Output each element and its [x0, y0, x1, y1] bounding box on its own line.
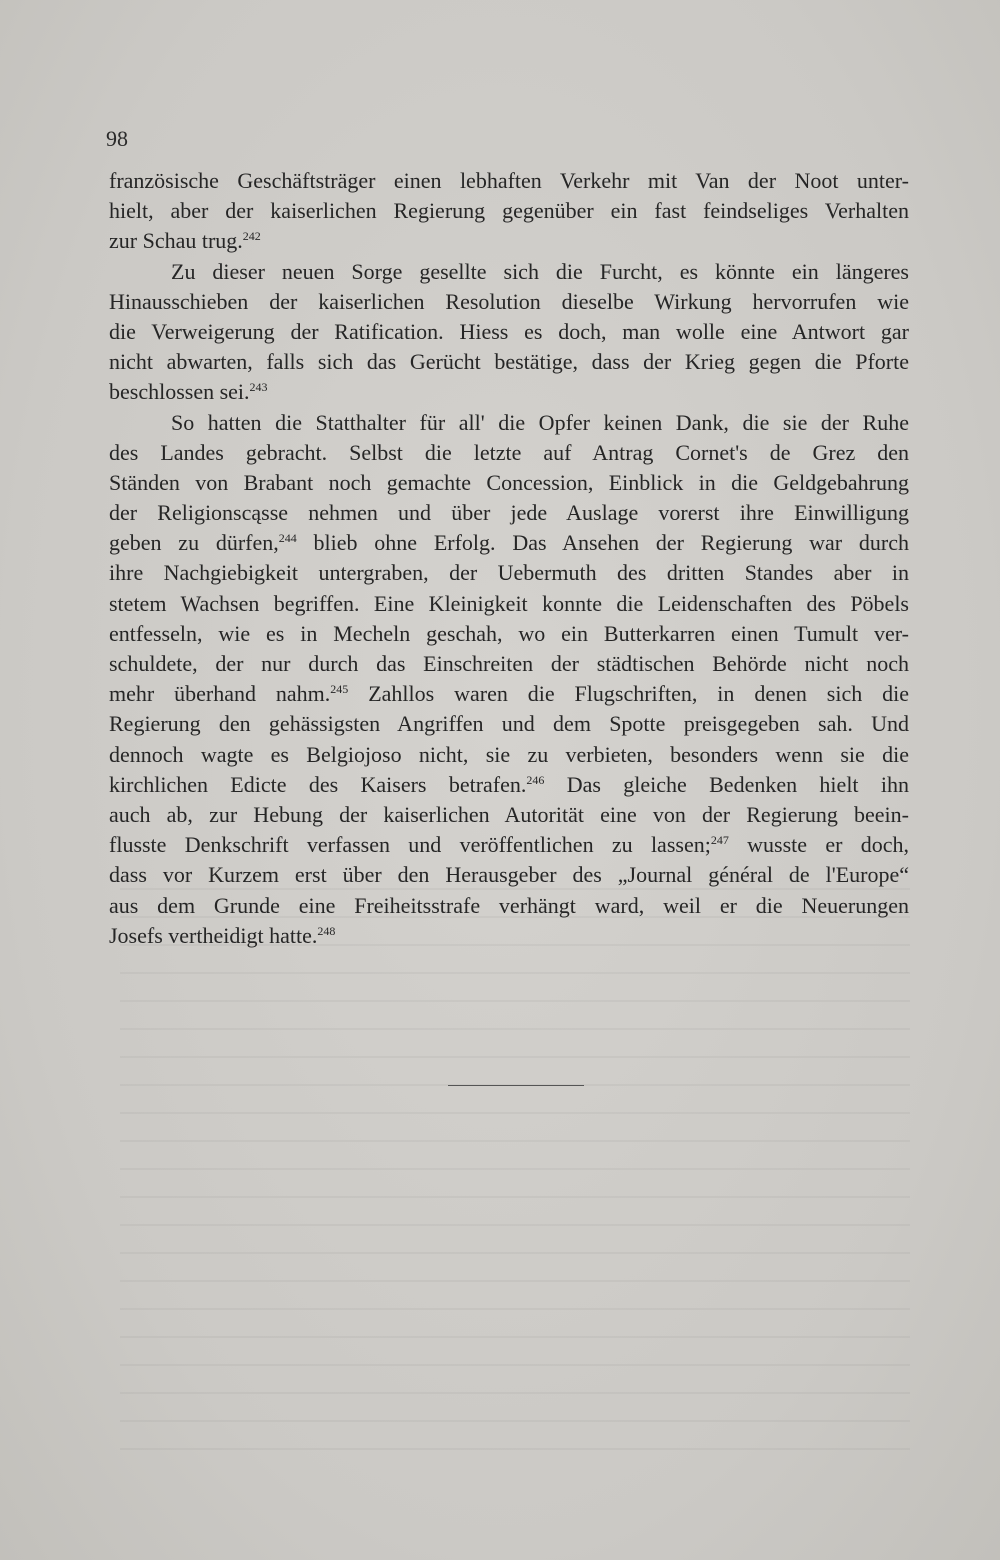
text-line	[109, 226, 909, 256]
text-line	[109, 558, 909, 588]
paragraph	[109, 408, 909, 951]
text-line	[109, 770, 909, 800]
footnote-reference: 243	[249, 380, 268, 395]
text-line	[109, 257, 909, 287]
paragraph	[109, 166, 909, 257]
footnote-reference: 242	[242, 229, 261, 244]
text-line	[109, 287, 909, 317]
text-line	[109, 528, 909, 558]
footnote-reference: 247	[710, 833, 729, 848]
text-line	[109, 921, 909, 951]
line-text: stetem Wachsen begriffen. Eine Kleinigkeit konnte die Leidenschaften des Pöbels	[109, 590, 909, 616]
line-text: aus dem Grunde eine Freiheitsstrafe verhängt ward, weil er die Neuerungen	[109, 892, 909, 918]
line-text: ihre Nachgiebigkeit untergraben, der Uebermuth des dritten Standes aber in	[109, 560, 909, 586]
line-text: Josefs vertheidigt hatte.	[109, 922, 318, 948]
line-text-continuation: Das gleiche Bedenken hielt ihn	[544, 771, 909, 797]
line-text: flusste Denkschrift verfassen und veröffentlichen zu lassen;	[109, 832, 711, 858]
line-text: zur Schau trug.	[109, 228, 243, 254]
line-text: dass vor Kurzem erst über den Herausgeber des „Journal général de l'Europe“	[109, 862, 909, 888]
text-line	[109, 800, 909, 830]
text-line	[109, 377, 909, 407]
text-line	[109, 709, 909, 739]
text-line	[109, 830, 909, 860]
line-text: Hinausschieben der kaiserlichen Resolution dieselbe Wirkung hervorrufen wie	[109, 288, 909, 314]
footnote-reference: 245	[330, 682, 349, 697]
page-number: 98	[106, 126, 128, 151]
line-text: entfesseln, wie es in Mecheln geschah, wo ein Butterkarren einen Tumult ver-	[109, 620, 909, 646]
line-text: hielt, aber der kaiserlichen Regierung gegenüber ein fast feindseliges Verhalten	[109, 198, 909, 224]
section-divider-rule	[448, 1085, 584, 1086]
text-line	[109, 438, 909, 468]
text-line	[109, 468, 909, 498]
line-text-continuation: wusste er doch,	[728, 832, 909, 858]
line-text: So hatten die Statthalter für all' die Opfer keinen Dank, die sie der Ruhe	[171, 409, 909, 435]
show-through-from-reverse	[120, 870, 910, 1460]
paragraph	[109, 257, 909, 408]
text-line	[109, 740, 909, 770]
line-text: auch ab, zur Hebung der kaiserlichen Autorität eine von der Regierung beein-	[109, 801, 909, 827]
line-text: französische Geschäftsträger einen lebhaften Verkehr mit Van der Noot unter-	[109, 168, 909, 193]
line-text: die Verweigerung der Ratification. Hiess es doch, man wolle eine Antwort gar	[109, 318, 909, 344]
line-text: beschlossen sei.	[109, 379, 250, 405]
text-line	[109, 589, 909, 619]
text-line	[109, 891, 909, 921]
footnote-reference: 244	[278, 531, 297, 546]
line-text: des Landes gebracht. Selbst die letzte auf Antrag Cornet's de Grez den	[109, 439, 909, 465]
line-text-continuation: Zahllos waren die Flugschriften, in denen sich die	[348, 681, 910, 707]
line-text: schuldete, der nur durch das Einschreiten der städtischen Behörde nicht noch	[109, 651, 909, 676]
text-line	[109, 649, 909, 679]
line-text: dennoch wagte es Belgiojoso nicht, sie zu verbieten, besonders wenn sie die	[109, 741, 909, 767]
footnote-reference: 248	[317, 923, 336, 938]
text-line	[109, 196, 909, 226]
line-text: kirchlichen Edicte des Kaisers betrafen.	[109, 771, 527, 797]
body-text	[109, 166, 909, 951]
text-line	[109, 347, 909, 377]
text-line	[109, 498, 909, 528]
line-text: Regierung den gehässigsten Angriffen und dem Spotte preisgegeben sah. Und	[109, 711, 909, 737]
text-line	[109, 860, 909, 890]
line-text: Zu dieser neuen Sorge gesellte sich die Furcht, es könnte ein längeres	[171, 258, 909, 284]
text-line	[109, 317, 909, 347]
text-line	[109, 408, 909, 438]
text-line	[109, 619, 909, 649]
line-text: Ständen von Brabant noch gemachte Concession, Einblick in die Geldgebahrung	[109, 469, 909, 495]
text-line	[109, 166, 909, 196]
line-text: mehr überhand nahm.	[109, 681, 331, 707]
line-text: der Religionscąsse nehmen und über jede Auslage vorerst ihre Einwilligung	[109, 500, 909, 526]
text-line	[109, 679, 909, 709]
line-text: nicht abwarten, falls sich das Gerücht bestätige, dass der Krieg gegen die Pforte	[109, 349, 909, 375]
line-text-continuation: blieb ohne Erfolg. Das Ansehen der Regierung war durch	[296, 530, 909, 556]
line-text: geben zu dürfen,	[109, 530, 279, 556]
footnote-reference: 246	[526, 772, 545, 787]
